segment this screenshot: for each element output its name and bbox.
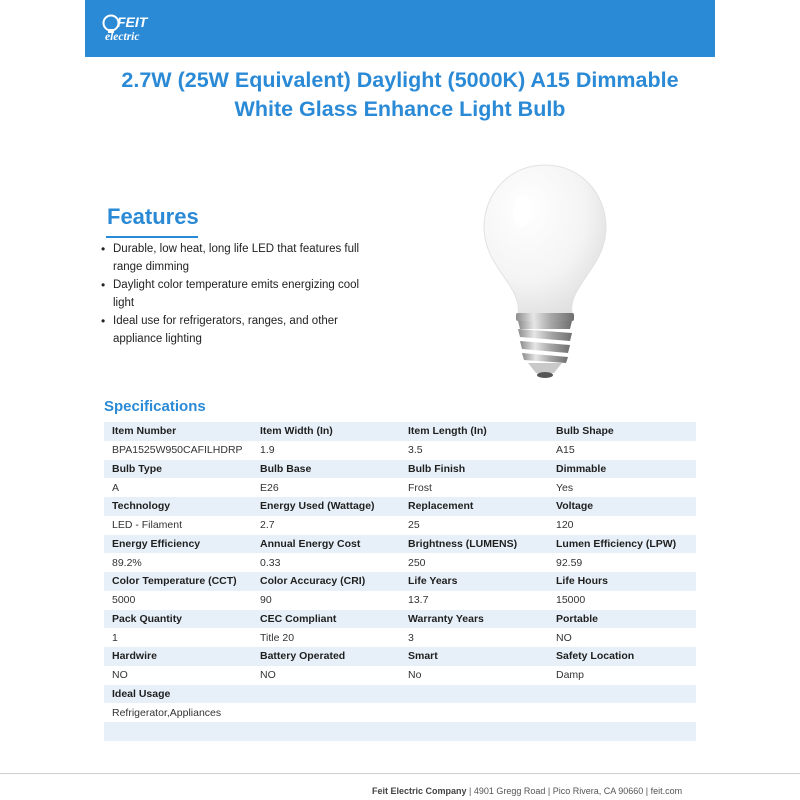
spec-value: 5000 (104, 591, 252, 610)
feature-text: Durable, low heat, long life LED that features full (113, 243, 360, 255)
spec-label: Bulb Shape (548, 422, 696, 441)
item-number-link[interactable]: BPA1525W950CAFILHDRP (104, 441, 252, 460)
spec-value: NO (104, 666, 252, 685)
spec-value (252, 703, 400, 722)
spec-label-row (104, 685, 696, 704)
product-title (60, 66, 740, 124)
spec-label-row (104, 497, 696, 516)
spec-label-row (104, 422, 696, 441)
spec-value (548, 703, 696, 722)
spec-value: 1 (104, 628, 252, 647)
spec-value: 2.7 (252, 516, 400, 535)
footer-website-link[interactable]: feit.com (650, 786, 683, 796)
spec-label: Brightness (LUMENS) (400, 535, 548, 554)
spec-value: Damp (548, 666, 696, 685)
spec-value: 89.2% (104, 553, 252, 572)
footer-address: | 4901 Gregg Road | Pico Rivera, CA 90660 | (466, 786, 651, 796)
spec-label: Ideal Usage (104, 685, 252, 704)
spec-label: Item Length (In) (400, 422, 548, 441)
product-title-line2: White Glass Enhance Light Bulb (234, 97, 566, 121)
spec-value: 25 (400, 516, 548, 535)
spec-label: Technology (104, 497, 252, 516)
spec-blank-row (104, 722, 696, 741)
spec-value: 120 (548, 516, 696, 535)
spec-label: Energy Efficiency (104, 535, 252, 554)
spec-label: Item Width (In) (252, 422, 400, 441)
spec-value: NO (252, 666, 400, 685)
spec-value: Refrigerator,Appliances (104, 703, 252, 722)
spec-label-row (104, 647, 696, 666)
feit-electric-logo (102, 10, 172, 46)
spec-label: Replacement (400, 497, 548, 516)
specifications-table (104, 422, 696, 741)
features-list (101, 241, 371, 349)
spec-value: A (104, 478, 252, 497)
spec-blank-cell (104, 722, 252, 741)
spec-label: Life Hours (548, 572, 696, 591)
feature-text-cont: range dimming (113, 260, 190, 273)
spec-label: Safety Location (548, 647, 696, 666)
spec-label: Bulb Finish (400, 460, 548, 479)
spec-value-row (104, 516, 696, 535)
spec-label: Warranty Years (400, 610, 548, 629)
spec-value: No (400, 666, 548, 685)
spec-value: A15 (548, 441, 696, 460)
spec-value-row (104, 628, 696, 647)
feature-text-cont: light (113, 296, 135, 309)
spec-label: Dimmable (548, 460, 696, 479)
spec-label-row (104, 535, 696, 554)
features-underline (106, 236, 198, 238)
spec-value-row (104, 591, 696, 610)
spec-value: Frost (400, 478, 548, 497)
spec-label: Bulb Base (252, 460, 400, 479)
feature-item (101, 277, 371, 312)
spec-blank-cell (252, 722, 400, 741)
spec-value: 1.9 (252, 441, 400, 460)
spec-label: Battery Operated (252, 647, 400, 666)
spec-label: Annual Energy Cost (252, 535, 400, 554)
feature-text: Daylight color temperature emits energizing cool (113, 279, 360, 291)
spec-label: Hardwire (104, 647, 252, 666)
spec-value: 92.59 (548, 553, 696, 572)
spec-value: 90 (252, 591, 400, 610)
header-bar (85, 0, 715, 57)
spec-value: Yes (548, 478, 696, 497)
spec-label: Portable (548, 610, 696, 629)
spec-value: NO (548, 628, 696, 647)
footer-company: Feit Electric Company (372, 786, 467, 796)
spec-label: Pack Quantity (104, 610, 252, 629)
footer (372, 786, 682, 796)
spec-label-row (104, 610, 696, 629)
spec-label: Lumen Efficiency (LPW) (548, 535, 696, 554)
logo-text-feit: FEIT (117, 14, 148, 30)
spec-label: Energy Used (Wattage) (252, 497, 400, 516)
logo-text-electric: electric (105, 31, 140, 43)
spec-value-row (104, 666, 696, 685)
spec-value: 3 (400, 628, 548, 647)
spec-label (548, 685, 696, 704)
spec-value: 15000 (548, 591, 696, 610)
spec-blank-cell (548, 722, 696, 741)
features-heading: Features (107, 204, 199, 229)
spec-label: Life Years (400, 572, 548, 591)
spec-value: 250 (400, 553, 548, 572)
spec-value (400, 703, 548, 722)
feature-text-cont: appliance lighting (113, 332, 202, 345)
spec-label: CEC Compliant (252, 610, 400, 629)
spec-value-row (104, 703, 696, 722)
product-title-line1: 2.7W (25W Equivalent) Daylight (5000K) A15 Dimmable (121, 68, 679, 92)
spec-value: 3.5 (400, 441, 548, 460)
spec-value-row (104, 478, 696, 497)
spec-label: Bulb Type (104, 460, 252, 479)
spec-value: Title 20 (252, 628, 400, 647)
spec-label: Smart (400, 647, 548, 666)
spec-value: LED - Filament (104, 516, 252, 535)
footer-divider (0, 773, 800, 774)
feature-item (101, 241, 371, 276)
feature-text: Ideal use for refrigerators, ranges, and other (113, 315, 339, 327)
spec-value-row (104, 553, 696, 572)
spec-blank-cell (400, 722, 548, 741)
specifications-heading: Specifications (104, 398, 206, 415)
spec-label: Color Temperature (CCT) (104, 572, 252, 591)
spec-label-row (104, 572, 696, 591)
spec-label-row (104, 460, 696, 479)
spec-label (400, 685, 548, 704)
spec-value: E26 (252, 478, 400, 497)
spec-label (252, 685, 400, 704)
spec-value: 0.33 (252, 553, 400, 572)
light-bulb-image (470, 145, 620, 385)
spec-label: Color Accuracy (CRI) (252, 572, 400, 591)
spec-value: 13.7 (400, 591, 548, 610)
feature-item (101, 313, 371, 348)
spec-label: Voltage (548, 497, 696, 516)
spec-value-row (104, 441, 696, 460)
spec-label: Item Number (104, 422, 252, 441)
